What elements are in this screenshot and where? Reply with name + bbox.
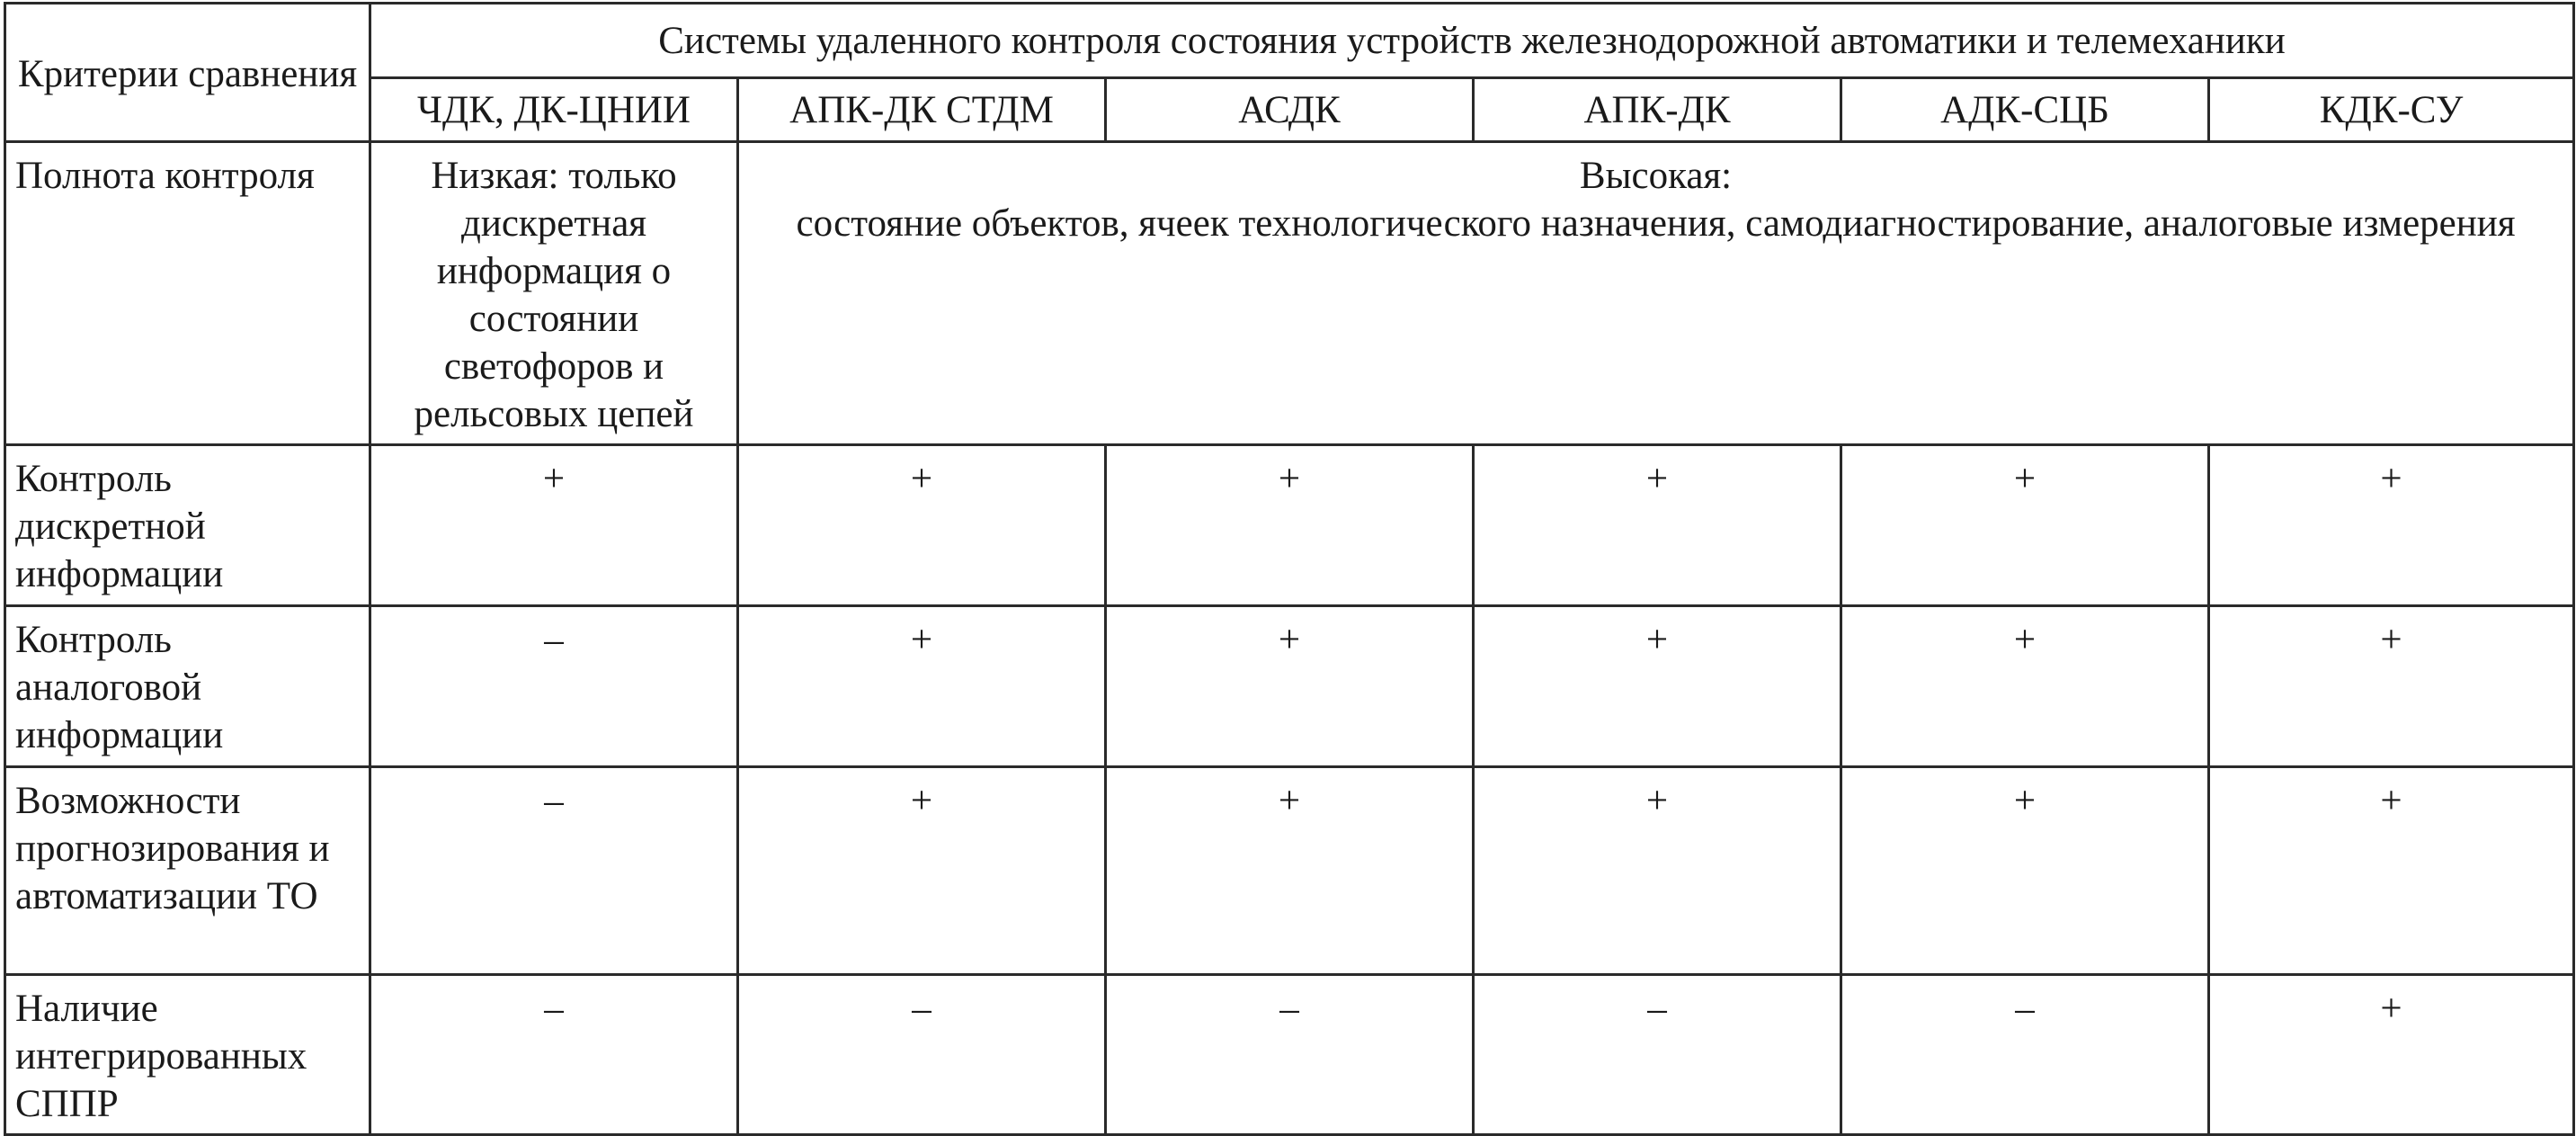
value-cell [1106, 445, 1474, 606]
minus-mark: – [544, 619, 564, 661]
value-cell [1106, 975, 1474, 1135]
plus-mark: + [1645, 619, 1669, 661]
plus-mark: + [910, 780, 933, 822]
value-cell [738, 975, 1106, 1135]
value-cell [1474, 767, 1841, 975]
value-cell [2209, 767, 2574, 975]
minus-mark: – [2015, 988, 2035, 1030]
value-cell [738, 767, 1106, 975]
table-row-completeness [5, 142, 2574, 445]
minus-mark: – [544, 780, 564, 822]
value-cell [2209, 975, 2574, 1135]
completeness-high-title: Высокая: [1579, 155, 1733, 197]
plus-mark: + [2380, 458, 2402, 500]
systems-header-cell: Системы удаленного контроля состояния устройств железнодорожной автоматики и телемеханики [370, 4, 2574, 78]
comparison-table [4, 2, 2575, 1136]
plus-mark: + [1278, 619, 1301, 661]
criterion-cell: Контроль аналоговой информации [5, 606, 370, 767]
value-cell [370, 606, 738, 767]
column-header-adk-scb: АДК-СЦБ [1841, 78, 2209, 142]
value-cell [2209, 606, 2574, 767]
value-cell [370, 445, 738, 606]
value-cell [738, 445, 1106, 606]
value-cell [1106, 767, 1474, 975]
plus-mark: + [2013, 780, 2037, 822]
value-cell [370, 975, 738, 1135]
plus-mark: + [910, 619, 933, 661]
table-row-analog-control [5, 606, 2574, 767]
minus-mark: – [1279, 988, 1299, 1030]
completeness-low-cell: Низкая: только дискретная информация о состоянии светофоров и рельсовых цепей [370, 142, 738, 445]
table-row-integrated-dss [5, 975, 2574, 1135]
column-header-asdk: АСДК [1106, 78, 1474, 142]
value-cell [1841, 767, 2209, 975]
value-cell [1841, 975, 2209, 1135]
header-row-columns [5, 78, 2574, 142]
header-row-systems [5, 4, 2574, 78]
value-cell [1841, 606, 2209, 767]
minus-mark: – [912, 988, 931, 1030]
criterion-cell: Контроль дискретной информации [5, 445, 370, 606]
plus-mark: + [1645, 458, 1669, 500]
plus-mark: + [2013, 458, 2037, 500]
minus-mark: – [1647, 988, 1667, 1030]
value-cell [1474, 975, 1841, 1135]
plus-mark: + [2380, 988, 2402, 1030]
criterion-cell: Наличие интегрированных СППР [5, 975, 370, 1135]
completeness-high-text: состояние объектов, ячеек технологического назначения, самодиагностирование, аналоговые измерения [796, 202, 2516, 245]
plus-mark: + [2013, 619, 2037, 661]
plus-mark: + [910, 458, 933, 500]
table-row-discrete-control [5, 445, 2574, 606]
completeness-high-cell [738, 142, 2574, 445]
value-cell [1106, 606, 1474, 767]
value-cell [1841, 445, 2209, 606]
value-cell [370, 767, 738, 975]
criteria-header-cell: Критерии сравнения [5, 4, 370, 142]
value-cell [2209, 445, 2574, 606]
plus-mark: + [2380, 780, 2402, 822]
plus-mark: + [1278, 780, 1301, 822]
column-header-kdk-su: КДК-СУ [2209, 78, 2574, 142]
table-row-forecasting [5, 767, 2574, 975]
value-cell [1474, 445, 1841, 606]
plus-mark: + [542, 458, 566, 500]
plus-mark: + [2380, 619, 2402, 661]
value-cell [738, 606, 1106, 767]
column-header-chdk: ЧДК, ДК-ЦНИИ [370, 78, 738, 142]
column-header-apk-dk: АПК-ДК [1474, 78, 1841, 142]
criterion-cell: Полнота контроля [5, 142, 370, 445]
minus-mark: – [544, 988, 564, 1030]
value-cell [1474, 606, 1841, 767]
plus-mark: + [1645, 780, 1669, 822]
column-header-apk-dk-stdm: АПК-ДК СТДМ [738, 78, 1106, 142]
plus-mark: + [1278, 458, 1301, 500]
criterion-cell: Возможности прогнозирования и автоматизации ТО [5, 767, 370, 975]
